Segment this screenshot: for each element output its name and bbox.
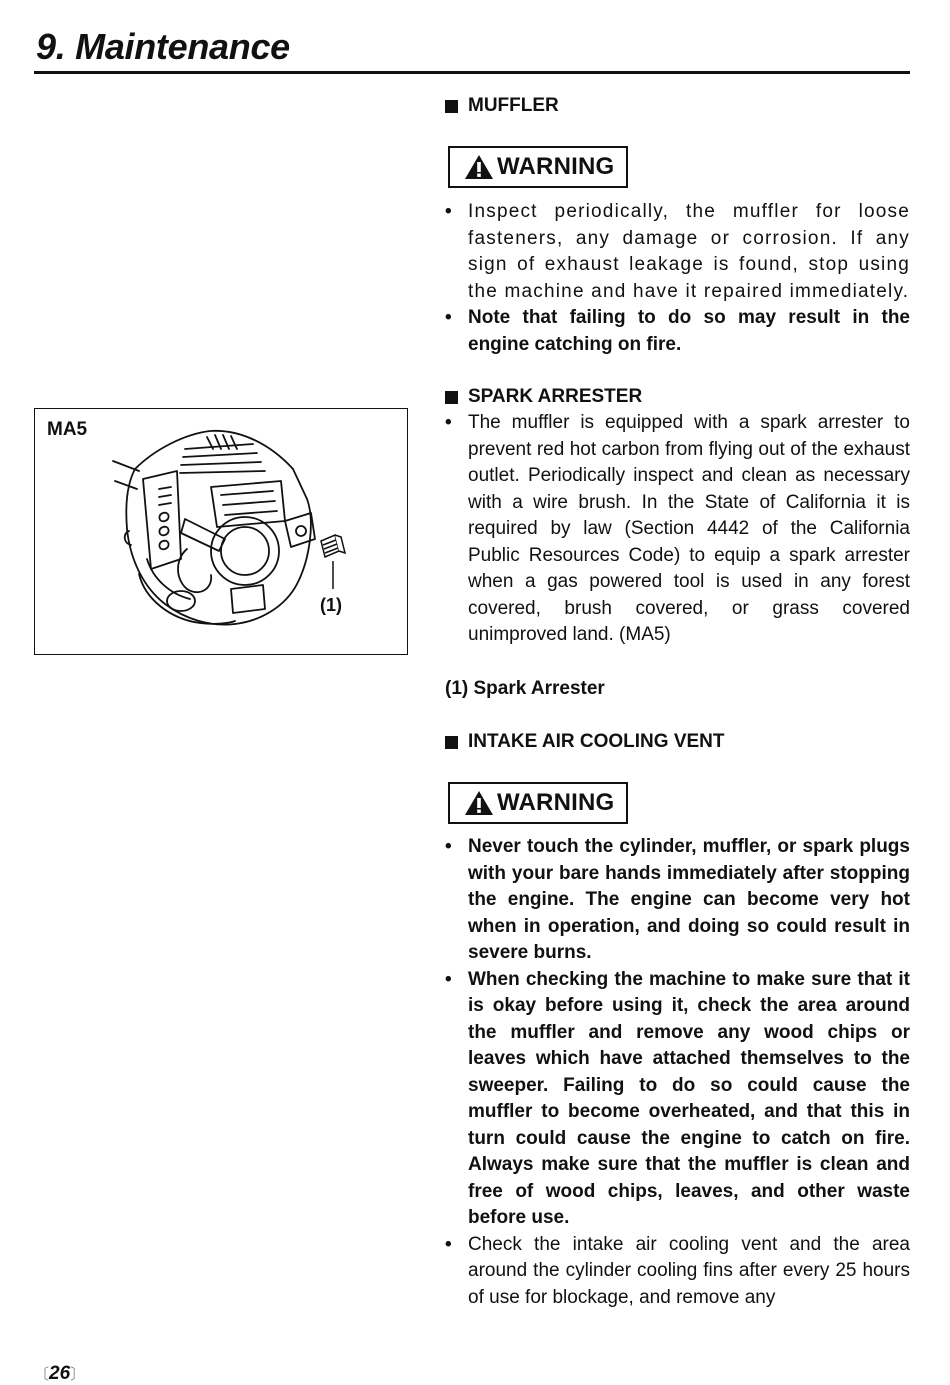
spark-arrester-heading [445, 386, 642, 408]
intake-warning-box [448, 782, 628, 824]
muffler-heading-text: MUFFLER [468, 95, 559, 116]
list-item: • Inspect periodically, the muffler for loose fasteners, any damage or corrosion. If any sign of exhaust leakage is found, stop using the machine and have it repaired immediately. [445, 199, 910, 305]
spark-arrester-bullet-list [445, 410, 910, 649]
engine-illustration [35, 409, 407, 654]
muffler-bullet-list [445, 199, 910, 358]
page-title: 9. Maintenance [36, 26, 290, 67]
muffler-warning-box [448, 146, 628, 188]
muffler-heading [445, 95, 559, 117]
square-bullet-icon [445, 100, 458, 113]
square-bullet-icon [445, 736, 458, 749]
page-number-text: 26 [49, 1363, 71, 1384]
warning-triangle-icon [464, 154, 494, 180]
figure-label: MA5 [47, 419, 88, 440]
intake-heading-text: INTAKE AIR COOLING VENT [468, 731, 725, 752]
square-bullet-icon [445, 391, 458, 404]
title-divider [34, 71, 910, 74]
intake-heading [445, 731, 725, 753]
list-item: • Note that failing to do so may result in the engine catching on fire. [445, 305, 910, 358]
figure-ma5 [34, 408, 408, 655]
intake-bullet-list [445, 834, 910, 1311]
list-item: • Never touch the cylinder, muffler, or spark plugs with your bare hands immediately after stopping the engine. The engine can become very hot when in operation, and doing so could result in severe burns. [445, 834, 910, 967]
list-item: • When checking the machine to make sure that it is okay before using it, check the area around the muffler and remove any wood chips or leaves which have attached themselves to the sweeper. Failing to do so could cause the muffler to become overheated, and that this in turn could cause the engine to catch on fire. Always make sure that the muffler is clean and free of wood chips, leaves, and other waste before use. [445, 967, 910, 1232]
bracket-left-icon: 〔 [34, 1366, 50, 1383]
warning-label: WARNING [497, 789, 615, 816]
figure-callout: (1) [320, 595, 342, 615]
figure-caption: (1) Spark Arrester [445, 678, 605, 699]
warning-triangle-icon [464, 790, 494, 816]
page-number [34, 1363, 85, 1385]
spark-arrester-heading-text: SPARK ARRESTER [468, 386, 643, 407]
bracket-right-icon: 〕 [70, 1366, 86, 1383]
list-item: • Check the intake air cooling vent and the area around the cylinder cooling fins after every 25 hours of use for blockage, and remove any [445, 1232, 910, 1312]
warning-label: WARNING [497, 153, 615, 180]
list-item: • The muffler is equipped with a spark arrester to prevent red hot carbon from flying out of the exhaust outlet. Periodically inspect and clean as necessary with a wire brush. In the State of California it is required by law (Section 4442 of the California Public Resources Code) to equip a spark arrester when a gas powered tool is used in any forest covered, brush covered, or grass covered unimproved land. (MA5) [445, 410, 910, 649]
